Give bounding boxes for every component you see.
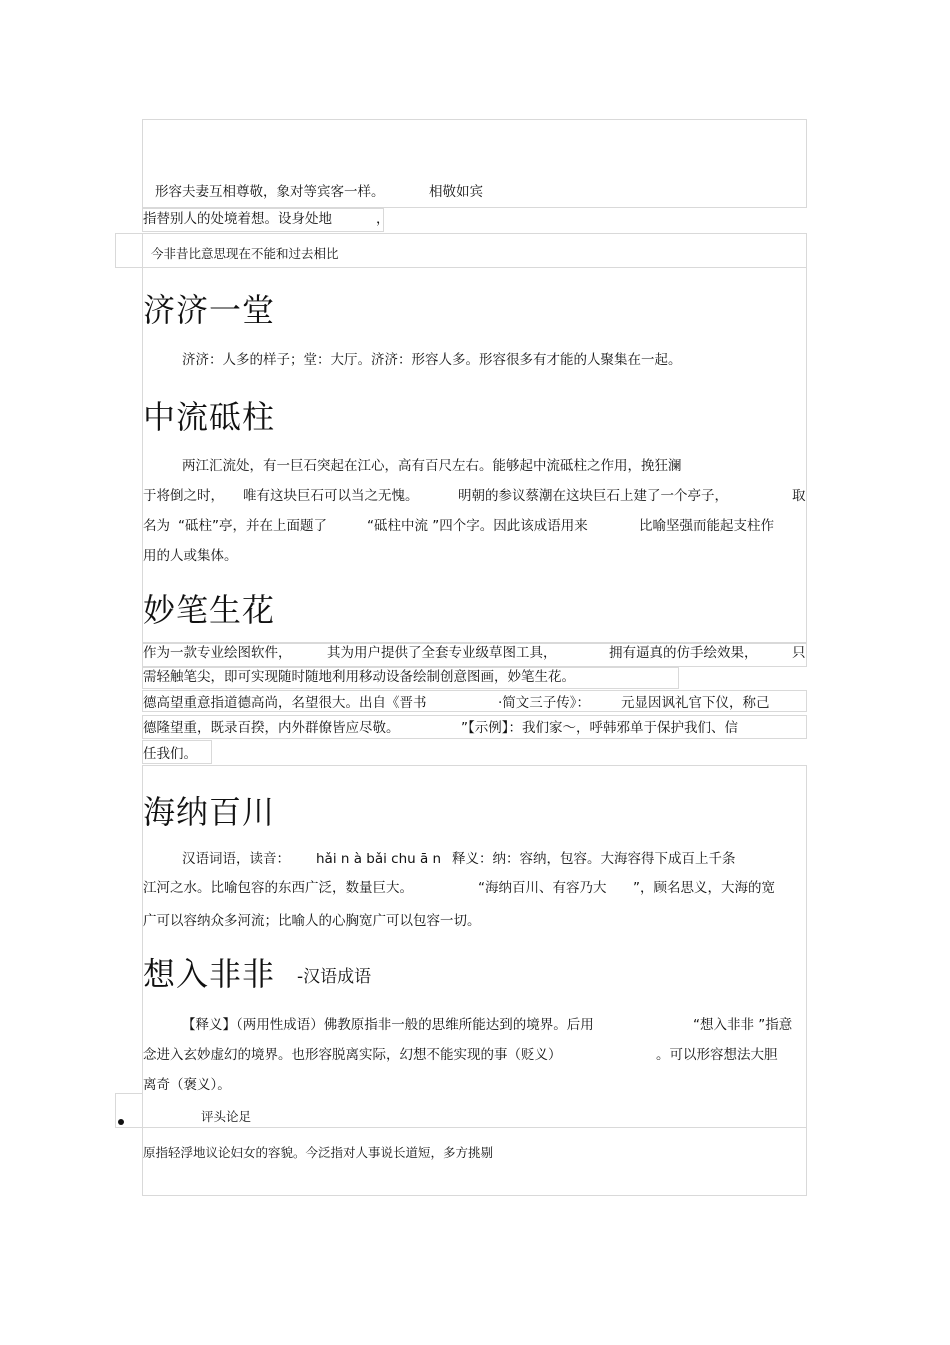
- pinyin-text: hǎi n à bǎi chu ā n: [316, 851, 442, 867]
- entry-text: 汉语词语，读音：: [182, 851, 290, 867]
- section-box-pingtoulunzu: [142, 1128, 807, 1196]
- entry-title: 中流砥柱: [143, 398, 276, 436]
- entry-text: 德隆望重，既录百揆，内外群僚皆应尽敬。: [143, 720, 400, 736]
- entry-text: ·简文三子传》：: [498, 695, 591, 711]
- punctuation: ，: [376, 211, 390, 227]
- entry-text: 于将倒之时，: [143, 488, 224, 504]
- entry-title: 海纳百川: [143, 793, 276, 831]
- entry-text: 只: [792, 645, 806, 661]
- definition-text: 指替别人的处境着想。设身处地: [143, 211, 332, 227]
- entry-text: 任我们。: [143, 746, 197, 762]
- entry-text: “砥柱中流 ”四个字。因此该成语用来: [367, 518, 588, 534]
- section-box-left-tab: [115, 233, 143, 268]
- entry-text: 【释义】（两用性成语）佛教原指非一般的思维所能达到的境界。后用: [182, 1017, 594, 1033]
- entry-text: 名为: [143, 518, 170, 534]
- entry-text: 离奇（褒义）。: [143, 1077, 231, 1093]
- entry-text: 济济：人多的样子；堂：大厅。济济：形容人多。形容很多有才能的人聚集在一起。: [182, 352, 682, 368]
- definition-text: 今非昔比意思现在不能和过去相比: [151, 246, 339, 261]
- bullet-icon: [118, 1119, 124, 1125]
- idiom-term: 相敬如宾: [429, 184, 483, 200]
- entry-text: 需轻触笔尖，即可实现随时随地利用移动设备绘制创意图画，妙笔生花。: [143, 669, 575, 685]
- entry-text: 其为用户提供了全套专业级草图工具，: [327, 645, 557, 661]
- entry-text: 两江汇流处，有一巨石突起在江心，高有百尺左右。能够起中流砥柱之作用，挽狂澜: [182, 458, 682, 474]
- entry-text: ”，顾名思义，大海的宽: [633, 880, 775, 896]
- entry-text: 江河之水。比喻包容的东西广泛，数量巨大。: [143, 880, 413, 896]
- entry-subtitle: -汉语成语: [297, 967, 372, 987]
- entry-text: 明朝的参议蔡潮在这块巨石上建了一个亭子，: [458, 488, 728, 504]
- entry-title: 妙笔生花: [143, 591, 276, 629]
- entry-text: “砥柱”亭，并在上面题了: [178, 518, 327, 534]
- entry-text: 释义：纳：容纳，包容。大海容得下成百上千条: [452, 851, 736, 867]
- entry-text: 元显因讽礼官下仪，称己: [621, 695, 770, 711]
- entry-text: 取: [792, 488, 806, 504]
- entry-text: “海纳百川、有容乃大: [478, 880, 607, 896]
- entry-text: 用的人或集体。: [143, 548, 238, 564]
- entry-text: 。可以形容想法大胆: [656, 1047, 778, 1063]
- entry-title: 想入非非: [143, 955, 276, 993]
- entry-text: 比喻坚强而能起支柱作: [639, 518, 774, 534]
- entry-title: 济济一堂: [143, 291, 276, 329]
- idiom-term: 评头论足: [201, 1109, 252, 1124]
- definition-text: 原指轻浮地议论妇女的容貌。今泛指对人事说长道短，多方挑剔: [143, 1145, 494, 1160]
- entry-text: 德高望重意指道德高尚，名望很大。出自《晋书: [143, 695, 427, 711]
- entry-text: 作为一款专业绘图软件，: [143, 645, 292, 661]
- entry-text: 唯有这块巨石可以当之无愧。: [243, 488, 419, 504]
- entry-text: 拥有逼真的仿手绘效果，: [609, 645, 758, 661]
- entry-text: 广可以容纳众多河流；比喻人的心胸宽广可以包容一切。: [143, 913, 481, 929]
- entry-text: ”【示例】：我们家～，呼韩邪单于保护我们、信: [461, 720, 738, 736]
- definition-text: 形容夫妻互相尊敬，象对等宾客一样。: [155, 184, 385, 200]
- entry-text: 念进入玄妙虚幻的境界。也形容脱离实际，幻想不能实现的事（贬义）: [143, 1047, 562, 1063]
- entry-text: “想入非非 ”指意: [693, 1017, 793, 1033]
